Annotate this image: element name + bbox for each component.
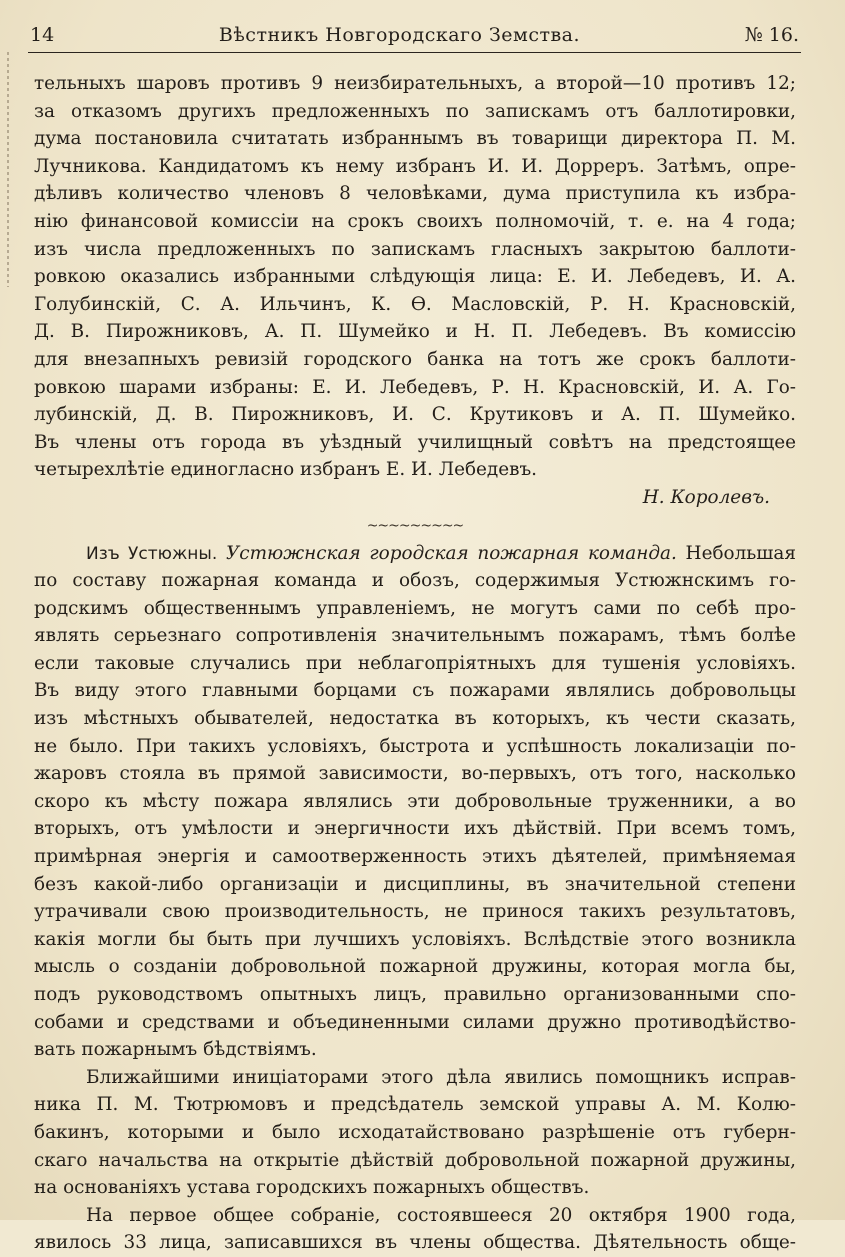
text-line: подъ руководствомъ опытныхъ лицъ, правильно организованными спо- xyxy=(34,984,796,1005)
first-line-text: Небольшая xyxy=(685,542,796,564)
text-line: являть серьезнаго сопротивленія значительнымъ пожарамъ, тѣмъ болѣе xyxy=(34,625,796,647)
text-line: Въ члены отъ города въ уѣздный училищный совѣтъ на предстоящее xyxy=(34,431,796,453)
section-council-elections xyxy=(34,70,796,484)
text-line: по составу пожарная команда и обозъ, содержимыя Устюжнскимъ го- xyxy=(34,570,796,592)
text-line: вать пожарнымъ бѣдствіямъ. xyxy=(34,1039,317,1061)
text-line: если таковые случались при неблагопріятныхъ для тушенія условіяхъ. xyxy=(34,652,796,674)
text-line: безъ какой-либо организаціи и дисциплины, въ значительной степени xyxy=(34,873,796,895)
author-signature: Н. Королевъ. xyxy=(642,486,770,508)
section-ustyuzhna-lines xyxy=(34,567,796,1064)
text-line: Ближайшими иниціаторами этого дѣла явились помощникъ исправ- xyxy=(86,1066,796,1088)
text-line: на основаніяхъ устава городскихъ пожарныхъ обществъ. xyxy=(34,1177,590,1199)
text-line: вторыхъ, отъ умѣлости и энергичности ихъ дѣйствій. При всемъ томъ, xyxy=(34,818,796,840)
section-location: Изъ Устюжны. xyxy=(86,543,218,564)
text-line: Лучникова. Кандидатомъ къ нему избранъ И. И. Дорреръ. Затѣмъ, опре- xyxy=(34,155,796,177)
text-line: утрачивали свою производительность, не принося такихъ результатовъ, xyxy=(34,901,796,923)
text-line: примѣрная энергія и самоотверженность этихъ дѣятелей, примѣняемая xyxy=(34,846,796,868)
issue-number: № 16. xyxy=(744,24,799,46)
text-line: жаровъ стояла въ прямой зависимости, во-первыхъ, отъ того, насколько xyxy=(34,763,796,785)
text-line: скаго начальства на открытіе дѣйствій добровольной пожарной дружины, xyxy=(34,1149,796,1171)
text-line: собами и средствами и объединенными силами дружно противодѣйство- xyxy=(34,1011,796,1033)
text-line: ника П. М. Тютрюмовъ и предсѣдатель земской управы А. М. Колю- xyxy=(34,1094,796,1116)
text-line: Д. В. Пирожниковъ, А. П. Шумейко и Н. П. Лебедевъ. Въ комиссію xyxy=(34,321,796,343)
text-line: для внезапныхъ ревизій городского банка на тотъ же срокъ баллоти- xyxy=(34,348,796,370)
text-line: ровкою шарами избраны: Е. И. Лебедевъ, Р. Н. Красновскій, И. А. Го- xyxy=(34,376,796,398)
journal-title: Вѣстникъ Новгородскаго Земства. xyxy=(218,24,581,46)
paragraph-initiators xyxy=(34,1064,796,1202)
text-line: изъ мѣстныхъ обывателей, недостатка въ которыхъ, къ чести сказать, xyxy=(34,708,796,730)
page-number: 14 xyxy=(30,24,55,46)
text-line: ровкою оказались избранными слѣдующія лица: Е. И. Лебедевъ, И. А. xyxy=(34,266,796,288)
text-line: нію финансовой комиссіи на срокъ своихъ полномочій, т. е. на 4 года; xyxy=(34,210,796,232)
header-rule xyxy=(28,52,801,53)
text-line: лубинскій, Д. В. Пирожниковъ, И. С. Крутиковъ и А. П. Шумейко. xyxy=(34,404,796,426)
text-line: бакинъ, которыми и было исходатайствовано разрѣшеніе отъ губерн- xyxy=(34,1121,796,1143)
section-first-line xyxy=(34,540,796,568)
text-line: какія могли бы быть при лучшихъ условіяхъ. Вслѣдствіе этого возникла xyxy=(34,928,796,950)
text-line: за отказомъ другихъ предложенныхъ по запискамъ отъ баллотировки, xyxy=(34,100,796,122)
text-line: явилось 33 лица, записавшихся въ члены общества. Дѣятельность обще- xyxy=(34,1232,796,1254)
text-line: Голубинскій, С. А. Ильчинъ, К. Ѳ. Масловскій, Р. Н. Красновскій, xyxy=(34,293,796,315)
text-line: На первое общее собраніе, состоявшееся 20 октября 1900 года, xyxy=(86,1204,796,1226)
running-header xyxy=(30,20,799,50)
text-line: четырехлѣтіе единогласно избранъ Е. И. Лебедевъ. xyxy=(34,459,538,481)
section-ustyuzhna xyxy=(34,540,796,1064)
text-line: Въ виду этого главными борцами съ пожарами являлись добровольцы xyxy=(34,680,796,702)
section-heading: Устюжнская городская пожарная команда. xyxy=(225,542,677,564)
text-line: дѣливъ количество членовъ 8 человѣками, дума приступила къ избра- xyxy=(34,183,796,205)
section-divider: ~~~~~~~~~ xyxy=(366,517,464,534)
text-line: мысль о созданіи добровольной пожарной дружины, которая могла бы, xyxy=(34,956,796,978)
margin-mark xyxy=(7,52,9,287)
article-body xyxy=(34,70,796,1257)
text-line: изъ числа предложенныхъ по запискамъ гласныхъ закрытою баллоти- xyxy=(34,238,796,260)
text-line: тельныхъ шаровъ противъ 9 неизбирательныхъ, а второй—10 противъ 12; xyxy=(34,73,796,94)
text-line: дума постановила считатать избраннымъ въ товарищи директора П. М. xyxy=(34,128,796,150)
text-line: не было. При такихъ условіяхъ, быстрота и успѣшность локализаціи по- xyxy=(34,735,796,757)
paragraph-first-meeting xyxy=(34,1202,796,1257)
text-line: родскимъ общественнымъ управленіемъ, не могутъ сами по себѣ про- xyxy=(34,597,796,619)
text-line: скоро къ мѣсту пожара являлись эти добровольные труженники, а во xyxy=(34,790,796,812)
